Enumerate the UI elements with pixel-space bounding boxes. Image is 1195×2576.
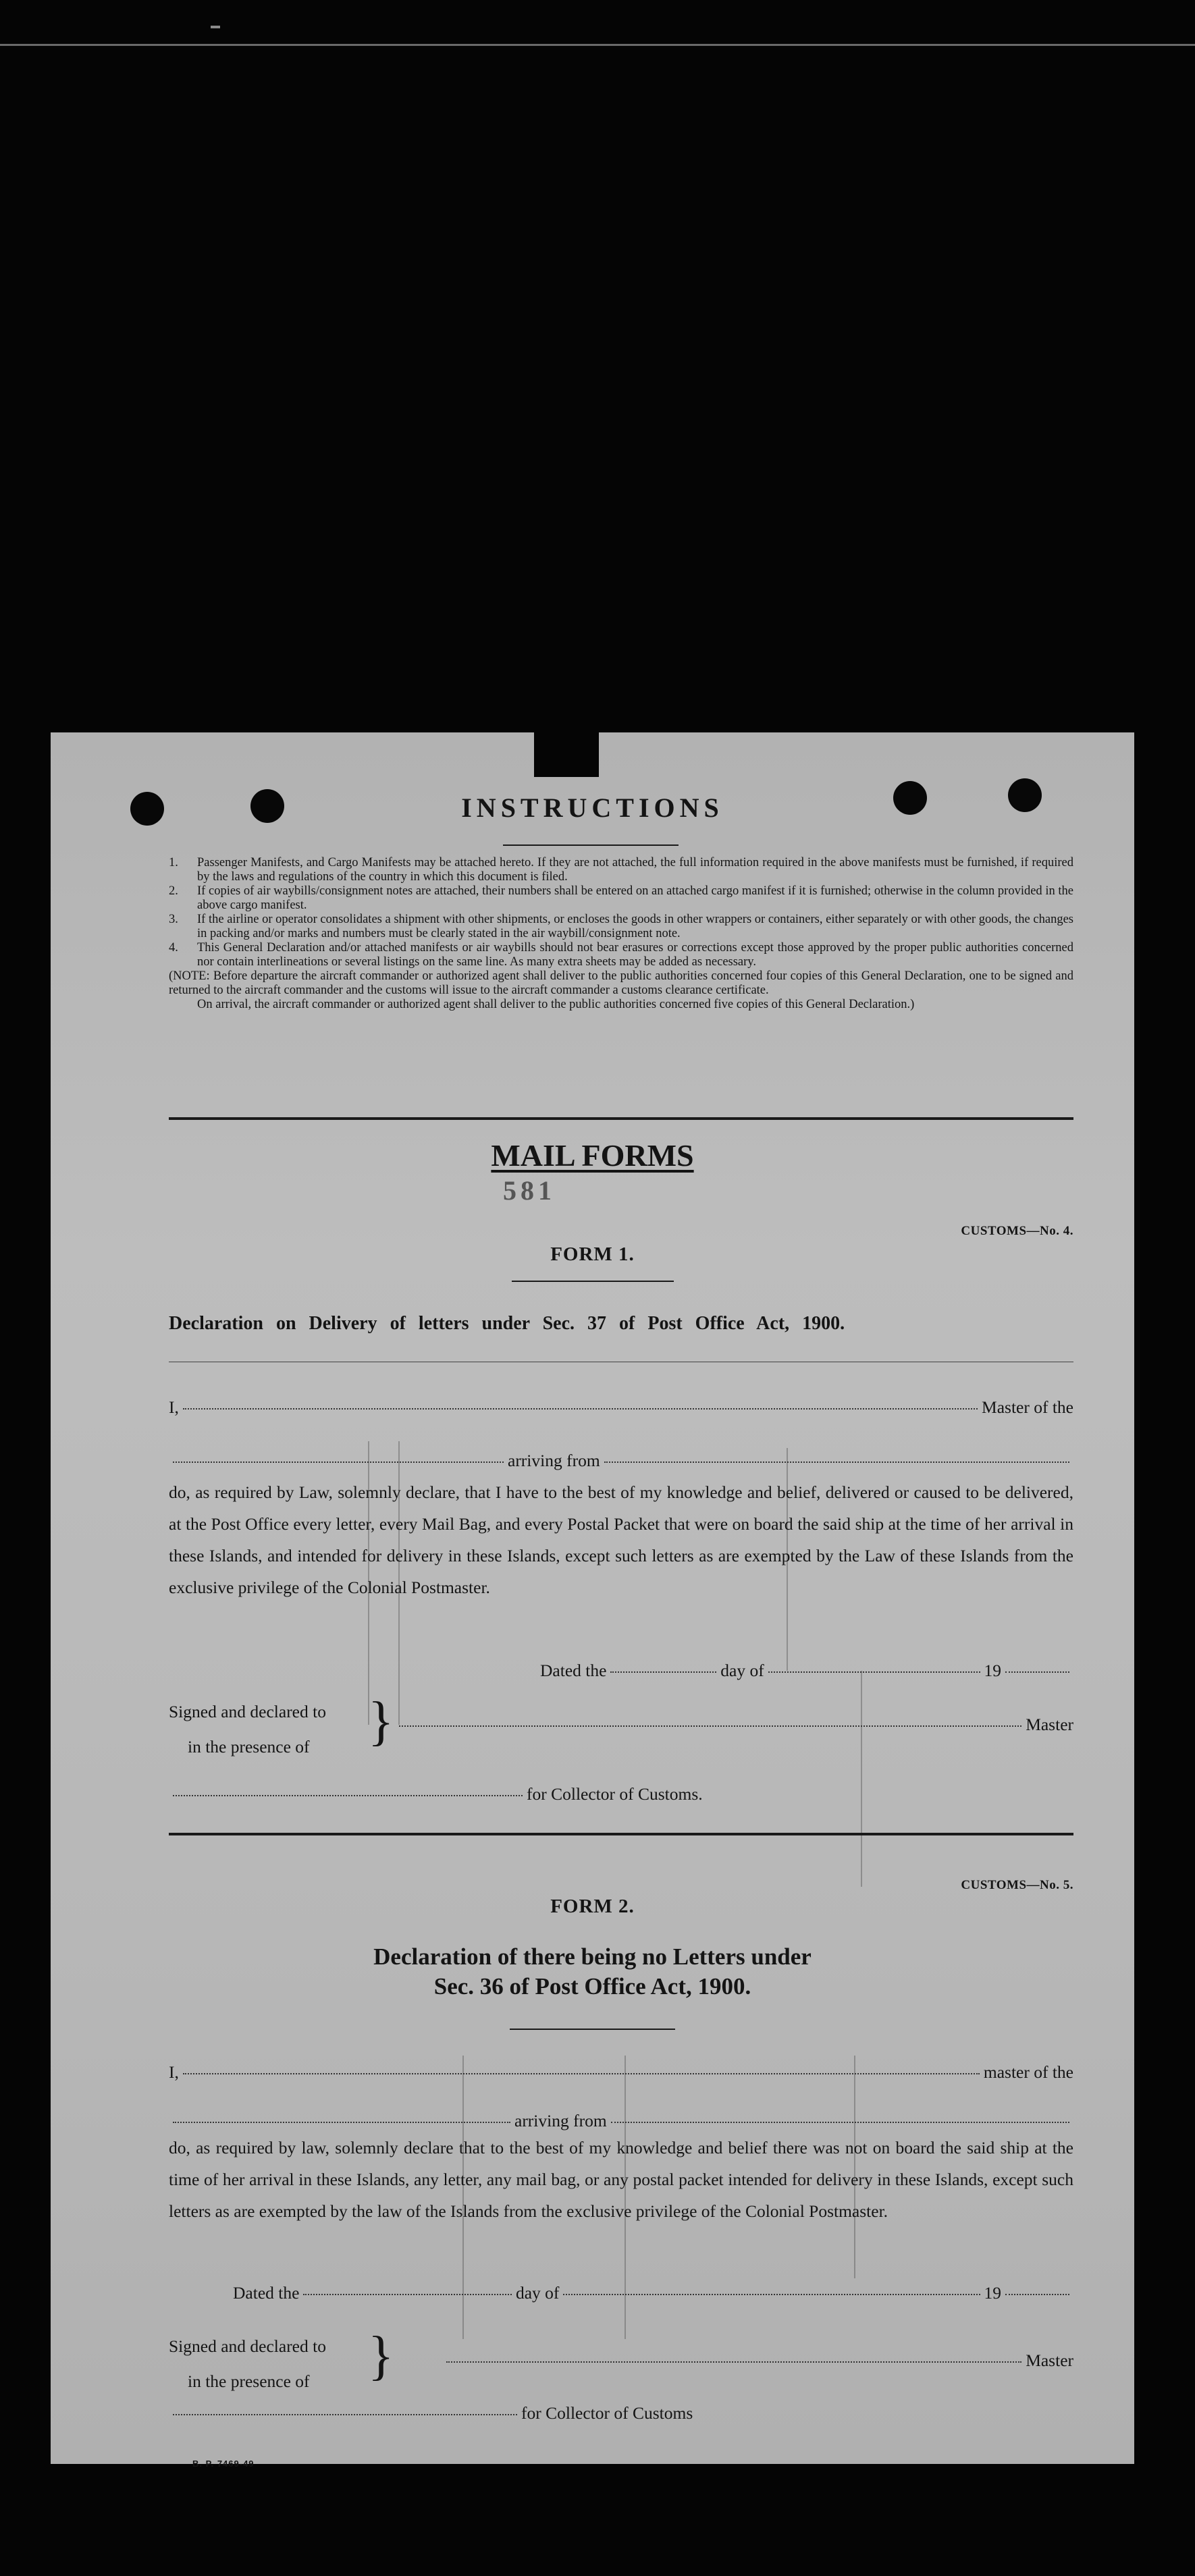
form1-dated-line: [540, 1661, 1073, 1681]
form2-declaration-title: [51, 1942, 1134, 2002]
form1-title: FORM 1.: [550, 1243, 635, 1265]
form2-signed-block: [169, 2329, 326, 2399]
form2-body: do, as required by law, solemnly declare that to the best of my knowledge and belief there was not on board the said ship at the time of her arrival in these Islands, any letter, any mail bag, or any postal packet intended for delivery in these Islands, except such letters as are exempted by the law of the Islands from the exclusive privilege of the Colonial Postmaster.: [169, 2138, 1073, 2221]
instruction-item: 1. Passenger Manifests, and Cargo Manifests may be attached hereto. If they are not attached, the full information required in the above manifests must be furnished, if required by the laws and regulations of the country in which this document is filed.: [169, 856, 1073, 884]
form2-master-signature-field[interactable]: [446, 2361, 1021, 2363]
form2-arriving-label: arriving from: [514, 2111, 607, 2130]
form2-dated-label: Dated the: [233, 2283, 300, 2303]
form1-title-rule: [512, 1281, 674, 1282]
form2-master-label: Master: [1026, 2351, 1073, 2370]
form1-master-name-field[interactable]: [183, 1408, 978, 1410]
form2-ship-name-field[interactable]: [173, 2122, 510, 2123]
form1-body: do, as required by Law, solemnly declare, that I have to the best of my knowledge and belief, delivered or caused to be delivered, at the Post Office every letter, every Mail Bag, and every Postal Packet that were on board the said ship at the time of her arrival in these Islands, and intended for delivery in these Islands, except such letters as are exempted by the Law of these Islands from the exclusive privilege of the Colonial Postmaster.: [169, 1482, 1073, 1597]
form1-master-of-label: Master of the: [982, 1397, 1073, 1417]
form2-day-of-label: day of: [515, 2283, 560, 2303]
instructions-list: [169, 856, 1073, 1012]
instruction-note-arrival: On arrival, the aircraft commander or authorized agent shall deliver to the public authorities concerned five copies of this General Declaration.): [197, 998, 915, 1011]
form2-collector-line: [169, 2403, 1073, 2423]
form1-brace-icon: }: [368, 1692, 394, 1751]
instruction-item: 3. If the airline or operator consolidates a shipment with other shipments, or encloses the goods in other wrappers or containers, either separately or with other goods, the changes in packing and/or marks and numbers must be clearly stated in the air waybill/consignment note.: [169, 913, 1073, 940]
form2-brace-icon: }: [368, 2326, 394, 2386]
form2-i-label: I,: [169, 2062, 179, 2082]
form1-port-field[interactable]: [604, 1461, 1069, 1463]
form2-declaration-line2: Sec. 36 of Post Office Act, 1900.: [433, 1973, 751, 2000]
instruction-item: 2. If copies of air waybills/consignment notes are attached, their numbers shall be entered on an attached cargo manifest if it is furnished; otherwise in the column provided in the above cargo manifest.: [169, 884, 1073, 912]
form1-collector-line: [169, 1784, 1073, 1804]
stamped-number: 581: [503, 1175, 556, 1206]
form2-year-prefix: 19: [984, 2283, 1001, 2303]
form2-dated-line: [233, 2283, 1073, 2303]
form2-title-rule: [510, 2029, 675, 2030]
form1-master-signature-field[interactable]: [399, 1725, 1021, 1727]
form2-title: FORM 2.: [550, 1896, 635, 1917]
form2-declaration-line1: Declaration of there being no Letters under: [373, 1943, 812, 1970]
form2-year-field[interactable]: [1005, 2294, 1069, 2295]
form1-ship-name-field[interactable]: [173, 1461, 504, 1463]
instructions-title-rule: [503, 844, 679, 846]
form2-collector-signature-field[interactable]: [173, 2414, 517, 2415]
instruction-note: (NOTE: Before departure the aircraft commander or authorized agent shall deliver to the public authorities concerned four copies of this General Declaration, one to be signed and returned to the aircraft commander and the customs will issue to the aircraft commander a customs clearance certificate.: [169, 969, 1073, 997]
form1-i-label: I,: [169, 1397, 179, 1417]
form-divider: [169, 1833, 1073, 1835]
form1-master-label: Master: [1026, 1715, 1073, 1734]
fold-line: [861, 1671, 862, 1887]
instructions-title: INSTRUCTIONS: [461, 793, 724, 823]
form2-customs-number: CUSTOMS—No. 5.: [961, 1878, 1073, 1892]
form1-signed-label: Signed and declared to: [169, 1702, 326, 1721]
form2-signed-label: Signed and declared to: [169, 2336, 326, 2356]
form1-year-field[interactable]: [1005, 1671, 1069, 1673]
form2-presence-label: in the presence of: [188, 2371, 310, 2391]
document-sheet: [51, 732, 1134, 2469]
instruction-item: 4. This General Declaration and/or attached manifests or air waybills should not bear erasures or corrections except those approved by the proper public authorities concerned nor contain interlineations or several listings on the same line. As many extra sheets may be added as necessary.: [169, 941, 1073, 969]
mail-forms-title: MAIL FORMS: [491, 1138, 694, 1173]
form1-day-of-label: day of: [720, 1661, 764, 1680]
form1-dated-label: Dated the: [540, 1661, 607, 1680]
form1-month-field[interactable]: [768, 1671, 980, 1673]
scan-edge-mark: [211, 26, 220, 28]
form2-name-line: [169, 2062, 1073, 2083]
form2-master-signature-line: [442, 2351, 1073, 2371]
form1-collector-label: for Collector of Customs.: [527, 1784, 703, 1804]
form1-year-prefix: 19: [984, 1661, 1001, 1680]
form2-arriving-line: [169, 2111, 1073, 2131]
form1-presence-label: in the presence of: [188, 1737, 310, 1756]
form2-month-field[interactable]: [563, 2294, 980, 2295]
form2-port-field[interactable]: [611, 2122, 1069, 2123]
form1-signed-block: [169, 1694, 326, 1765]
form1-declaration-title: Declaration on Delivery of letters under Sec. 37 of Post Office Act, 1900.: [169, 1313, 845, 1334]
form1-collector-signature-field[interactable]: [173, 1795, 523, 1796]
form2-collector-label: for Collector of Customs: [521, 2403, 693, 2423]
form1-date-day-field[interactable]: [610, 1671, 716, 1673]
form2-master-of-label: master of the: [983, 2062, 1073, 2082]
form1-name-line: [169, 1397, 1073, 1418]
section-divider: [169, 1117, 1073, 1120]
form2-date-day-field[interactable]: [303, 2294, 512, 2295]
form1-arriving-line: [169, 1451, 1073, 1471]
print-code: B. P. 7469-49: [192, 2459, 255, 2469]
form1-arriving-label: arriving from: [508, 1451, 600, 1470]
scan-top-rule: [0, 44, 1195, 46]
form2-master-name-field[interactable]: [183, 2073, 980, 2074]
form1-master-signature-line: [395, 1715, 1073, 1735]
form1-customs-number: CUSTOMS—No. 4.: [961, 1224, 1073, 1238]
sheet-notch: [534, 732, 599, 777]
